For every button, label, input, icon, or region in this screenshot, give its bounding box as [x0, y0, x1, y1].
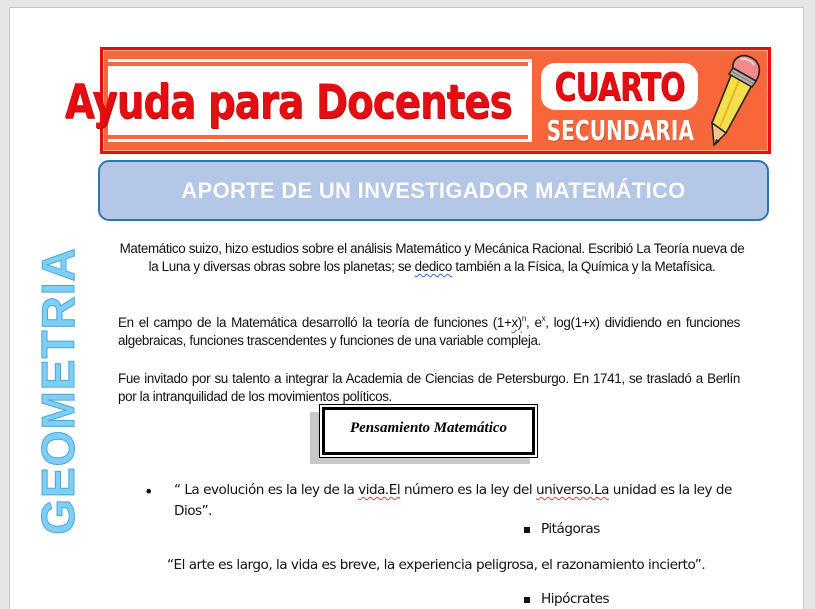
level-label: SECUNDARIA: [546, 113, 694, 147]
banner-body: [64, 50, 768, 151]
quote-item: “El arte es largo, la vida es breve, la experiencia peligrosa, el razonamiento incierto”.: [167, 557, 706, 573]
stripe-decoration: [108, 62, 528, 66]
spellcheck-flagged-word[interactable]: universo.La: [536, 482, 609, 498]
stripe-decoration: [532, 59, 534, 142]
section-title: APORTE DE UN INVESTIGADOR MATEMÁTICO: [181, 177, 686, 203]
grade-label: CUARTO: [554, 64, 685, 109]
banner-title: Ayuda para Docentes: [64, 74, 512, 130]
level-label-box: [544, 113, 696, 147]
text-run: unidad es la ley de Dios”.: [174, 482, 732, 519]
quote-author: Pitágoras: [541, 521, 600, 537]
superscript: x: [541, 314, 546, 323]
paragraph-biography: [118, 240, 746, 276]
text-run: Matemático suizo, hizo estudios sobre el análisis Matemático y Mecánica Racional. Escribió La Teoría nueva de la Luna y diversas obras sobre los planetas; se: [119, 241, 745, 274]
section-title-box: [98, 160, 769, 221]
header-banner: [64, 47, 771, 154]
quotes-heading: Pensamiento Matemático: [349, 420, 508, 436]
spellcheck-flagged-word[interactable]: vida.El: [358, 482, 401, 498]
stripe-decoration: [108, 135, 528, 139]
text-run: también a la Física, la Química y la Metafísica.: [452, 259, 716, 274]
text-run: número es la ley del: [400, 482, 537, 498]
banner-title-band: [64, 59, 534, 142]
spellcheck-flagged-word[interactable]: x): [511, 315, 522, 330]
square-bullet-icon: [524, 527, 530, 533]
text-run: , e: [526, 315, 542, 330]
quotes-heading-box: [319, 404, 538, 458]
text-run: En el campo de la Matemática desarrolló la teoría de funciones (1+: [118, 315, 512, 330]
bullet-icon: •: [144, 482, 153, 501]
grade-badge: [541, 63, 698, 110]
square-bullet-icon: [524, 597, 530, 603]
subject-label: GEOMETRIA: [32, 247, 84, 535]
spellcheck-flagged-word[interactable]: dedico: [414, 259, 452, 274]
quote-item: [174, 480, 746, 522]
paragraph-functions: [118, 314, 740, 350]
text-run: , log(1+x) dividiendo en funciones algebraicas, funciones trascendentes y funciones de una variable compleja.: [118, 315, 741, 348]
quote-author: Hipócrates: [541, 591, 610, 607]
quotes-heading-frame: [322, 407, 535, 455]
pencil-icon: [702, 51, 768, 149]
text-run: “ La evolución es la ley de la: [174, 482, 359, 498]
paragraph-academy: Fue invitado por su talento a integrar la Academia de Ciencias de Petersburgo. En 1741, se trasladó a Berlín por la intranquilidad de los movimientos políticos.: [118, 371, 740, 404]
superscript: n: [521, 314, 527, 323]
subject-label-box: [32, 228, 84, 554]
